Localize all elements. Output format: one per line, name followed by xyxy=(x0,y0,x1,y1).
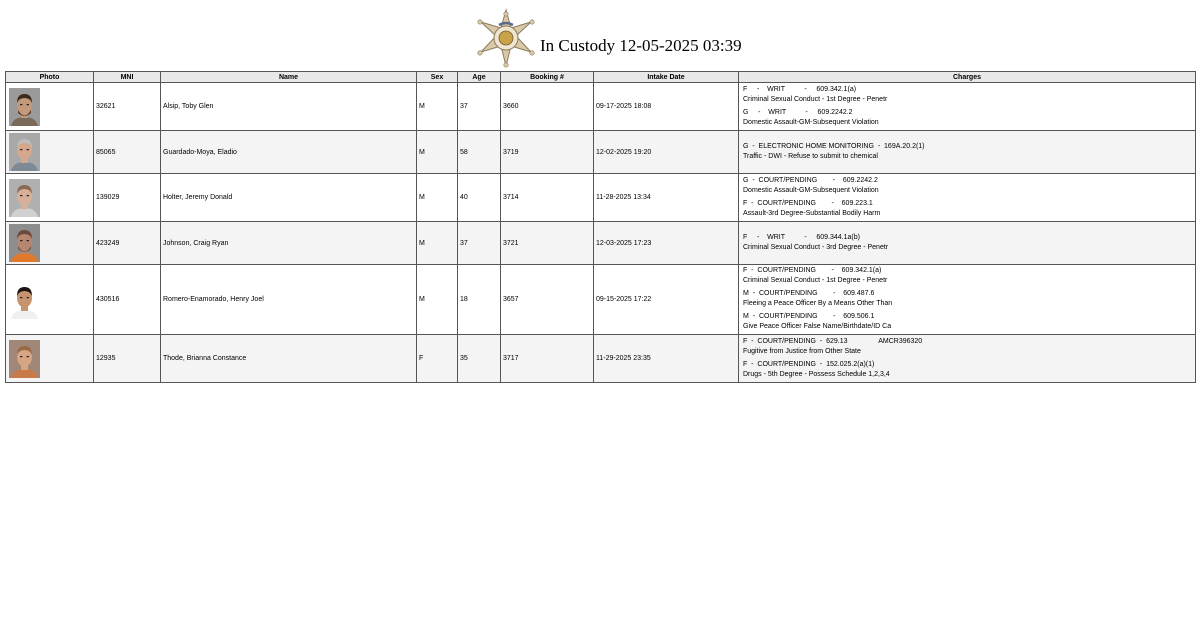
photo-cell xyxy=(6,83,94,131)
mugshot-image[interactable] xyxy=(9,88,40,126)
charge-description: Drugs - 5th Degree - Possess Schedule 1,2,3,4 xyxy=(743,370,890,378)
column-header-booking: Booking # xyxy=(501,72,594,83)
column-header-sex: Sex xyxy=(417,72,458,83)
intake-date-cell: 09-17-2025 18:08 xyxy=(594,83,739,131)
column-header-charges: Charges xyxy=(739,72,1196,83)
sex-cell: M xyxy=(417,83,458,131)
booking-cell: 3721 xyxy=(501,222,594,265)
booking-cell: 3657 xyxy=(501,265,594,335)
table-header-row xyxy=(6,72,1196,83)
name-cell: Johnson, Craig Ryan xyxy=(161,222,417,265)
table-row[interactable] xyxy=(6,131,1196,174)
charge-entry xyxy=(741,336,1193,359)
charges-cell xyxy=(739,131,1196,174)
mugshot-image[interactable] xyxy=(9,179,40,217)
charge-description: Domestic Assault-GM-Subsequent Violation xyxy=(743,186,879,194)
name-cell: Alsip, Toby Glen xyxy=(161,83,417,131)
photo-cell xyxy=(6,131,94,174)
booking-cell: 3717 xyxy=(501,335,594,383)
name-cell: Holter, Jeremy Donald xyxy=(161,174,417,222)
charge-code: G - ELECTRONIC HOME MONITORING - 169A.20.2(1) xyxy=(743,142,925,150)
charges-cell xyxy=(739,265,1196,335)
charge-description: Give Peace Officer False Name/Birthdate/ID Ca xyxy=(743,323,892,330)
column-header-name: Name xyxy=(161,72,417,83)
intake-date-cell: 12-02-2025 19:20 xyxy=(594,131,739,174)
charge-code: G - WRIT - 609.2242.2 xyxy=(743,108,853,116)
custody-table xyxy=(5,71,1196,383)
column-header-mni: MNI xyxy=(94,72,161,83)
table-row[interactable] xyxy=(6,222,1196,265)
charge-code: G - COURT/PENDING - 609.2242.2 xyxy=(743,176,878,184)
age-cell: 58 xyxy=(458,131,501,174)
table-row[interactable] xyxy=(6,335,1196,383)
photo-cell xyxy=(6,265,94,335)
mni-cell: 430516 xyxy=(94,265,161,335)
charge-code: M - COURT/PENDING - 609.506.1 xyxy=(743,313,875,320)
charges-cell xyxy=(739,222,1196,265)
table-row[interactable] xyxy=(6,265,1196,335)
charge-entry xyxy=(741,198,1193,221)
mugshot-image[interactable] xyxy=(9,224,40,262)
charge-description: Criminal Sexual Conduct - 1st Degree - Penetr xyxy=(743,95,888,103)
mugshot-image[interactable] xyxy=(9,340,40,378)
mni-cell: 423249 xyxy=(94,222,161,265)
charges-cell xyxy=(739,83,1196,131)
sex-cell: M xyxy=(417,174,458,222)
sex-cell: M xyxy=(417,265,458,335)
column-header-photo: Photo xyxy=(6,72,94,83)
page-title: In Custody 12-05-2025 03:39 xyxy=(540,36,742,55)
mni-cell: 12935 xyxy=(94,335,161,383)
mugshot-image[interactable] xyxy=(9,281,40,319)
charge-entry xyxy=(741,265,1193,288)
mugshot-image[interactable] xyxy=(9,133,40,171)
charge-entry xyxy=(741,288,1193,311)
age-cell: 18 xyxy=(458,265,501,335)
mni-cell: 32621 xyxy=(94,83,161,131)
charge-entry xyxy=(741,107,1193,130)
age-cell: 40 xyxy=(458,174,501,222)
charge-code: F - COURT/PENDING - 152.025.2(a)(1) xyxy=(743,360,875,368)
charge-entry xyxy=(741,175,1193,198)
page-header xyxy=(0,0,1200,71)
column-header-intake-date: Intake Date xyxy=(594,72,739,83)
booking-cell: 3660 xyxy=(501,83,594,131)
charge-description: Traffic - DWI - Refuse to submit to chemical xyxy=(743,152,878,160)
charge-description: Criminal Sexual Conduct - 3rd Degree - Penetr xyxy=(743,243,889,251)
charge-entry xyxy=(741,84,1193,107)
charge-code: F - COURT/PENDING - 629.13 AMCR396320 xyxy=(743,337,923,345)
charge-description: Assault-3rd Degree-Substantial Bodily Harm xyxy=(743,209,881,217)
charges-cell xyxy=(739,174,1196,222)
sheriff-star-badge-icon xyxy=(475,8,537,68)
charge-code: F - COURT/PENDING - 609.342.1(a) xyxy=(743,267,882,274)
age-cell: 37 xyxy=(458,83,501,131)
charge-entry xyxy=(741,232,1193,255)
column-header-age: Age xyxy=(458,72,501,83)
photo-cell xyxy=(6,335,94,383)
sex-cell: M xyxy=(417,131,458,174)
charge-entry xyxy=(741,359,1193,382)
table-row[interactable] xyxy=(6,83,1196,131)
photo-cell xyxy=(6,174,94,222)
charge-entry xyxy=(741,311,1193,334)
age-cell: 37 xyxy=(458,222,501,265)
age-cell: 35 xyxy=(458,335,501,383)
sex-cell: F xyxy=(417,335,458,383)
name-cell: Guardado-Moya, Eladio xyxy=(161,131,417,174)
mni-cell: 85065 xyxy=(94,131,161,174)
intake-date-cell: 11-29-2025 23:35 xyxy=(594,335,739,383)
name-cell: Romero-Enamorado, Henry Joel xyxy=(161,265,417,335)
intake-date-cell: 11-28-2025 13:34 xyxy=(594,174,739,222)
charge-code: F - WRIT - 609.344.1a(b) xyxy=(743,233,860,241)
charge-code: F - COURT/PENDING - 609.223.1 xyxy=(743,199,873,207)
booking-cell: 3714 xyxy=(501,174,594,222)
mni-cell: 139029 xyxy=(94,174,161,222)
charge-description: Fleeing a Peace Officer By a Means Other Than xyxy=(743,300,893,307)
charge-description: Criminal Sexual Conduct - 1st Degree - Penetr xyxy=(743,277,888,284)
charge-code: F - WRIT - 609.342.1(a) xyxy=(743,85,857,93)
charge-code: M - COURT/PENDING - 609.487.6 xyxy=(743,290,875,297)
table-body xyxy=(6,83,1196,383)
charge-description: Domestic Assault-GM-Subsequent Violation xyxy=(743,118,879,126)
charge-entry xyxy=(741,141,1193,164)
photo-cell xyxy=(6,222,94,265)
intake-date-cell: 12-03-2025 17:23 xyxy=(594,222,739,265)
sex-cell: M xyxy=(417,222,458,265)
table-row[interactable] xyxy=(6,174,1196,222)
charge-description: Fugitive from Justice from Other State xyxy=(743,347,861,355)
charges-cell xyxy=(739,335,1196,383)
intake-date-cell: 09-15-2025 17:22 xyxy=(594,265,739,335)
name-cell: Thode, Brianna Constance xyxy=(161,335,417,383)
booking-cell: 3719 xyxy=(501,131,594,174)
